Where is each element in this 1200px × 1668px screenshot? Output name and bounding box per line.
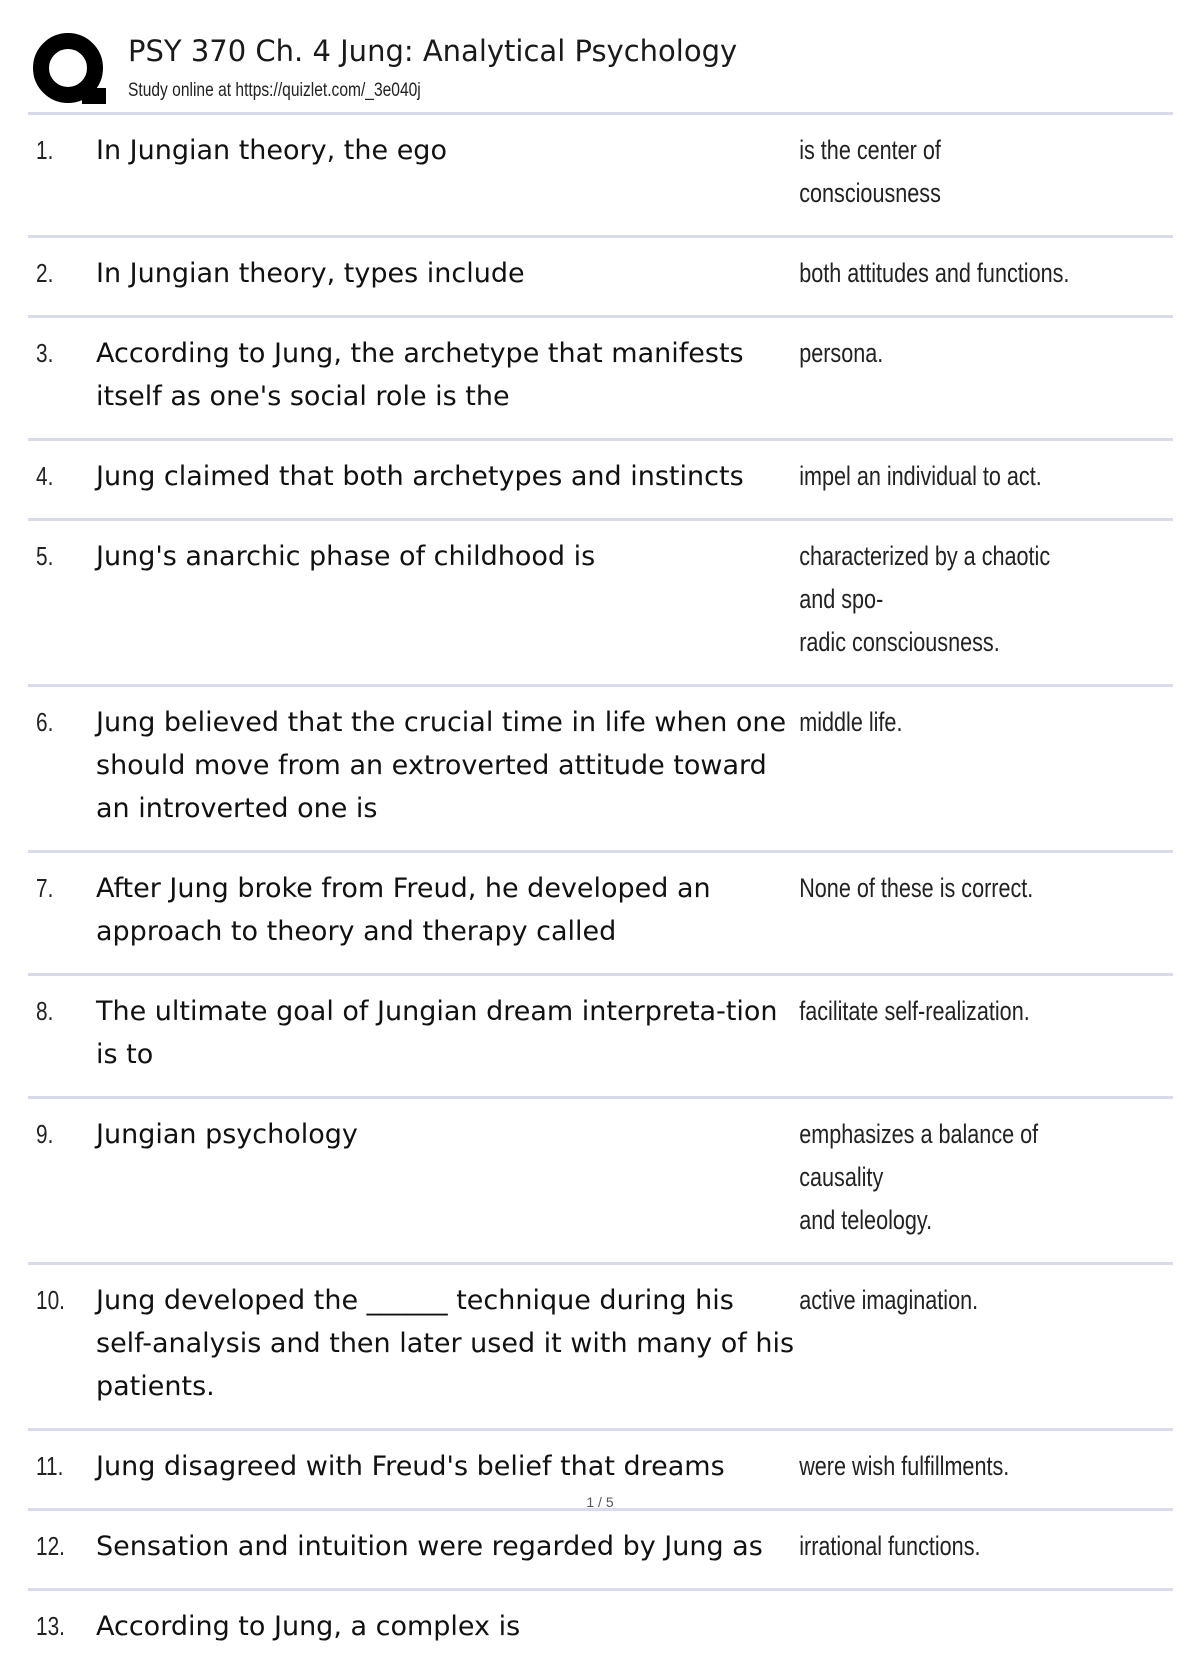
card-number: 8.	[36, 996, 54, 1026]
card-term: Jung developed the ______ technique during his self-analysis and then later used it with many of his patients.	[96, 1285, 795, 1402]
card-definition: facilitate self-realization.	[799, 996, 1030, 1026]
flashcard-row	[28, 441, 1173, 521]
card-term: Jung's anarchic phase of childhood is	[96, 541, 596, 572]
card-number: 11.	[36, 1451, 64, 1481]
card-definition: active imagination.	[799, 1285, 979, 1315]
flashcard-row	[28, 318, 1173, 441]
document-header	[30, 28, 1170, 112]
card-term: The ultimate goal of Jungian dream interpreta-tion is to	[96, 996, 778, 1070]
flashcard-row	[28, 115, 1173, 238]
card-definition: were wish fulfillments.	[799, 1451, 1010, 1481]
card-number: 3.	[36, 338, 54, 368]
card-definition: None of these is correct.	[799, 873, 1034, 903]
page-number: 1 / 5	[586, 1494, 614, 1510]
flashcard-row	[28, 521, 1173, 687]
card-definition: is the center of consciousness	[799, 135, 941, 208]
card-term: According to Jung, a complex is	[96, 1611, 521, 1642]
flashcard-row	[28, 1591, 1173, 1668]
flashcard-row	[28, 1511, 1173, 1591]
card-definition: persona.	[799, 338, 884, 368]
quizlet-logo-icon	[30, 30, 110, 110]
flashcard-row	[28, 853, 1173, 976]
card-term: In Jungian theory, the ego	[96, 135, 447, 166]
card-definition: both attitudes and functions.	[799, 258, 1070, 288]
card-number: 7.	[36, 873, 54, 903]
flashcard-row	[28, 687, 1173, 853]
flashcard-row	[28, 976, 1173, 1099]
flashcard-row	[28, 238, 1173, 318]
card-number: 9.	[36, 1119, 54, 1149]
card-definition: emphasizes a balance of causality and teleology.	[799, 1119, 1039, 1235]
card-number: 12.	[36, 1531, 65, 1561]
flashcard-row	[28, 1099, 1173, 1265]
card-number: 5.	[36, 541, 54, 571]
card-definition: impel an individual to act.	[799, 461, 1042, 491]
page-title: PSY 370 Ch. 4 Jung: Analytical Psychology	[128, 34, 738, 68]
card-number: 6.	[36, 707, 54, 737]
card-number: 1.	[36, 135, 54, 165]
flashcard-row	[28, 1265, 1173, 1431]
card-number: 2.	[36, 258, 54, 288]
card-number: 10.	[36, 1285, 65, 1315]
study-online-link[interactable]: Study online at https://quizlet.com/_3e040j	[128, 80, 421, 101]
card-number: 13.	[36, 1611, 65, 1641]
card-term: After Jung broke from Freud, he developed an approach to theory and therapy called	[96, 873, 711, 947]
card-definition: characterized by a chaotic and spo- radic consciousness.	[799, 541, 1051, 657]
card-term: Jung believed that the crucial time in life when one should move from an extroverted attitude toward an introverted one is	[96, 707, 787, 824]
card-term: In Jungian theory, types include	[96, 258, 525, 289]
card-definition: irrational functions.	[799, 1531, 981, 1561]
card-term: According to Jung, the archetype that manifests itself as one's social role is the	[96, 338, 744, 412]
card-term: Jung disagreed with Freud's belief that dreams	[96, 1451, 725, 1482]
card-term: Sensation and intuition were regarded by Jung as	[96, 1531, 763, 1562]
card-term: Jung claimed that both archetypes and instincts	[96, 461, 744, 492]
card-number: 4.	[36, 461, 54, 491]
flashcard-list	[28, 112, 1173, 1668]
card-term: Jungian psychology	[96, 1119, 358, 1150]
card-definition: middle life.	[799, 707, 903, 737]
